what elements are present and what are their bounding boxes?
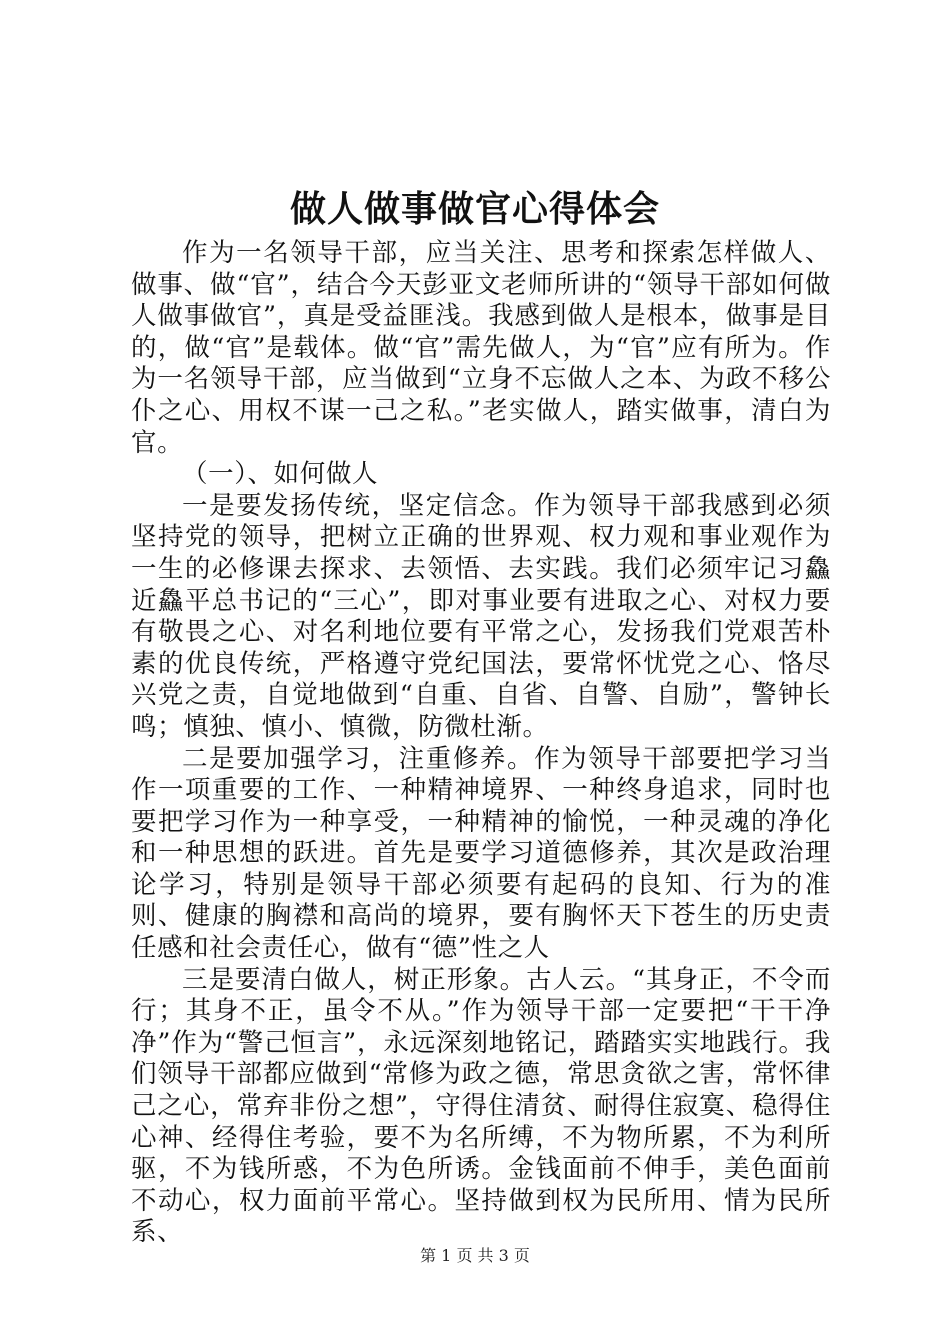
paragraph-point-one: 一是要发扬传统，坚定信念。作为领导干部我感到必须坚持党的领导，把树立正确的世界观、权力观和事业观作为一生的必修课去探求、去领悟、去实践。我们必须牢记习鱻近鱻平总书记的“三心”，即对事业要有进取之心、对权力要有敬畏之心、对名利地位要有平常之心，发扬我们党艰苦朴素的优良传统，严格遵守党纪国法，要常怀忧党之心、恪尽兴党之责，自觉地做到“自重、自省、自警、自励”，警钟长鸣；慎独、慎小、慎微，防微杜渐。 bbox=[131, 490, 831, 742]
paragraph-point-three: 三是要清白做人，树正形象。古人云。“其身正，不令而行；其身不正，虽令不从。”作为领导干部一定要把“干干净净”作为“警己恒言”，永远深刻地铭记，踏踏实实地践行。我们领导干部都应做到“常修为政之德，常思贪欲之害，常怀律己之心，常弃非份之想”，守得住清贫、耐得住寂寞、稳得住心神、经得住考验，要不为名所缚，不为物所累，不为利所驱，不为钱所惑，不为色所诱。金钱面前不伸手，美色面前不动心，权力面前平常心。坚持做到权为民所用、情为民所系、 bbox=[131, 964, 831, 1248]
paragraph-intro: 作为一名领导干部，应当关注、思考和探索怎样做人、做事、做“官”，结合今天彭亚文老师所讲的“领导干部如何做人做事做官”，真是受益匪浅。我感到做人是根本，做事是目的，做“官”是载体。做“官”需先做人，为“官”应有所为。作为一名领导干部，应当做到“立身不忘做人之本、为政不移公仆之心、用权不谋一己之私。”老实做人，踏实做事，清白为官。 bbox=[131, 238, 831, 458]
section-heading: （一）、如何做人 bbox=[182, 459, 379, 490]
document-title: 做人做事做官心得体会 bbox=[289, 188, 660, 230]
page-footer: 第 1 页 共 3 页 bbox=[420, 1246, 530, 1265]
paragraph-point-two: 二是要加强学习，注重修养。作为领导干部要把学习当作一项重要的工作、一种精神境界、一种终身追求，同时也要把学习作为一种享受，一种精神的愉悦，一种灵魂的净化和一种思想的跃进。首先是要学习道德修养，其次是政治理论学习，特别是领导干部必须要有起码的良知、行为的准则、健康的胸襟和高尚的境界，要有胸怀天下苍生的历史责任感和社会责任心，做有“德”性之人 bbox=[131, 743, 831, 964]
document-body bbox=[131, 238, 831, 1249]
